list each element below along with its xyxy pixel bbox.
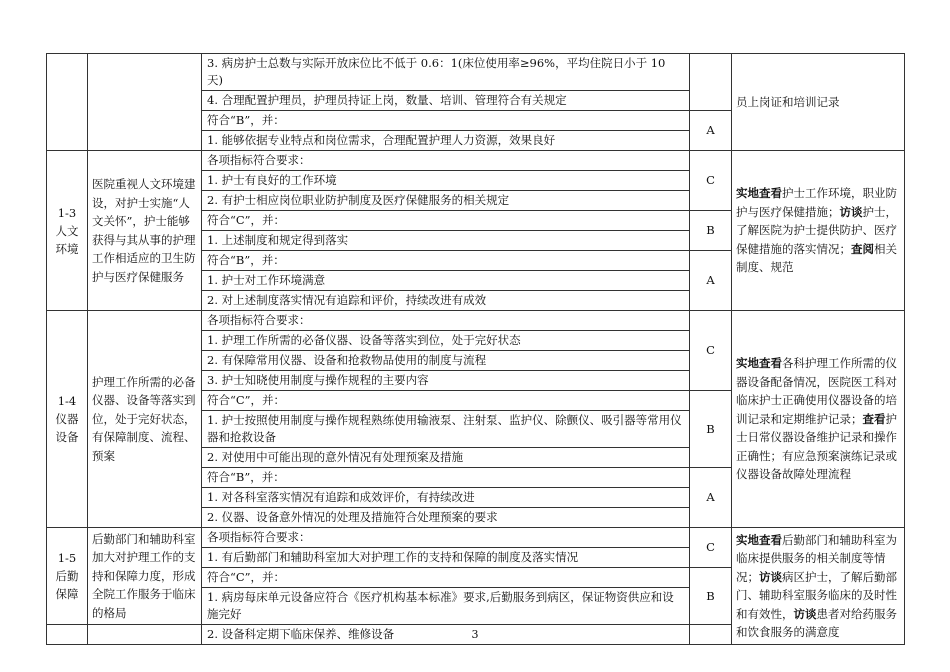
criteria-item: 2. 有保障常用仪器、设备和抢救物品使用的制度与流程 [202, 351, 690, 371]
criteria-item: 2. 对使用中可能出现的意外情况有处理预案及措施 [202, 448, 690, 468]
criteria-item: 各项指标符合要求： [202, 151, 690, 171]
criteria-item: 3. 护士知晓使用制度与操作规程的主要内容 [202, 371, 690, 391]
method-text: 患者对给药服务和饮食服务的满意度 [736, 606, 897, 639]
criteria-item: 符合“C”，并： [202, 211, 690, 231]
method-text: 病区护士，了解后勤部门、辅助科室服务临床的及时性和有效性， [736, 569, 897, 621]
level-badge: A [690, 111, 732, 151]
requirement-text: 医院重视人文环境建设，对护士实施“人文关怀”，护士能够获得与其从事的护理工作相适应的卫生防护与医疗保健服务 [88, 151, 202, 311]
method-keyword: 查看 [862, 411, 886, 426]
level-badge: B [690, 211, 732, 251]
criteria-item: 各项指标符合要求： [202, 528, 690, 548]
method-keyword: 查阅 [851, 241, 874, 256]
criteria-item: 4. 合理配置护理员，护理员持证上岗，数量、培训、管理符合有关规定 [202, 91, 690, 111]
method-keyword: 实地查看 [736, 532, 782, 547]
method-text: 护士日常仪器设备维护记录和操作正确性；有应急预案演练记录或仪器设备故障处理流程 [736, 411, 897, 482]
method-cell [732, 528, 905, 645]
level-badge: B [690, 391, 732, 468]
level-badge: C [690, 151, 732, 211]
requirement-text: 护理工作所需的必备仪器、设备等落实到位，处于完好状态，有保障制度、流程、预案 [88, 311, 202, 528]
method-keyword: 访谈 [839, 204, 863, 219]
level-badge: A [690, 468, 732, 528]
method-keyword: 访谈 [793, 606, 817, 621]
criteria-item: 1. 护理工作所需的必备仪器、设备等落实到位，处于完好状态 [202, 331, 690, 351]
section-title: 1-4 仪器设备 [47, 311, 88, 528]
level-badge: C [690, 311, 732, 391]
criteria-item: 1. 护士按照使用制度与操作规程熟练使用输液泵、注射泵、监护仪、除颤仪、吸引器等常用仪器和抢救设备 [202, 411, 690, 448]
level-badge: C [690, 528, 732, 568]
criteria-item: 3. 病房护士总数与实际开放床位比不低于 0.6：1(床位使用率≥96%，平均住院日小于 10 天) [202, 54, 690, 91]
criteria-item: 1. 护士对工作环境满意 [202, 271, 690, 291]
criteria-item: 符合“B”，并： [202, 251, 690, 271]
criteria-item: 2. 设备科定期下临床保养、维修设备 [202, 625, 690, 645]
method-cell: 员上岗证和培训记录 [732, 54, 905, 151]
level-cell-empty [690, 54, 732, 111]
method-text: 各科护理工作所需的仪器设备配备情况，医院医工科对临床护士正确使用仪器设备的培训记录和定期维护记录； [736, 356, 897, 426]
criteria-item: 1. 护士有良好的工作环境 [202, 171, 690, 191]
criteria-item: 符合“C”，并： [202, 391, 690, 411]
criteria-item: 符合“B”，并： [202, 111, 690, 131]
method-keyword: 实地查看 [736, 356, 782, 371]
requirement-text: 后勤部门和辅助科室加大对护理工作的支持和保障力度，形成全院工作服务于临床的格局 [88, 528, 202, 625]
method-text: 护士工作环境，职业防护与医疗保健措施； [736, 186, 897, 219]
criteria-item: 1. 病房每床单元设备应符合《医疗机构基本标准》要求,后勤服务到病区，保证物资供应和设施完好 [202, 588, 690, 625]
section-cell-empty [47, 54, 88, 151]
method-cell [732, 151, 905, 311]
method-keyword: 访谈 [759, 569, 782, 584]
criteria-item: 2. 对上述制度落实情况有追踪和评价，持续改进有成效 [202, 291, 690, 311]
standards-table [46, 53, 905, 645]
method-cell [732, 311, 905, 528]
criteria-item: 符合“B”，并： [202, 468, 690, 488]
criteria-item: 2. 仪器、设备意外情况的处理及措施符合处理预案的要求 [202, 508, 690, 528]
criteria-item: 符合“C”，并： [202, 568, 690, 588]
method-keyword: 实地查看 [736, 186, 782, 201]
criteria-item: 2. 有护士相应岗位职业防护制度及医疗保健服务的相关规定 [202, 191, 690, 211]
criteria-item: 1. 能够依据专业特点和岗位需求，合理配置护理人力资源，效果良好 [202, 131, 690, 151]
method-text: 护士，了解医院为护士提供防护、医疗保健措施的落实情况； [736, 204, 897, 256]
level-badge: B [690, 568, 732, 625]
criteria-item: 1. 上述制度和规定得到落实 [202, 231, 690, 251]
section-title: 1-5 后勤保障 [47, 528, 88, 625]
criteria-item: 1. 有后勤部门和辅助科室加大对护理工作的支持和保障的制度及落实情况 [202, 548, 690, 568]
level-badge: A [690, 251, 732, 311]
page-number: 3 [471, 628, 479, 641]
criteria-item: 各项指标符合要求： [202, 311, 690, 331]
requirement-cell-empty [88, 54, 202, 151]
method-text: 后勤部门和辅助科室为临床提供服务的相关制度等情况； [736, 532, 897, 584]
criteria-item: 1. 对各科室落实情况有追踪和成效评价，有持续改进 [202, 488, 690, 508]
method-text: 相关制度、规范 [736, 241, 897, 275]
section-title: 1-3 人文环境 [47, 151, 88, 311]
